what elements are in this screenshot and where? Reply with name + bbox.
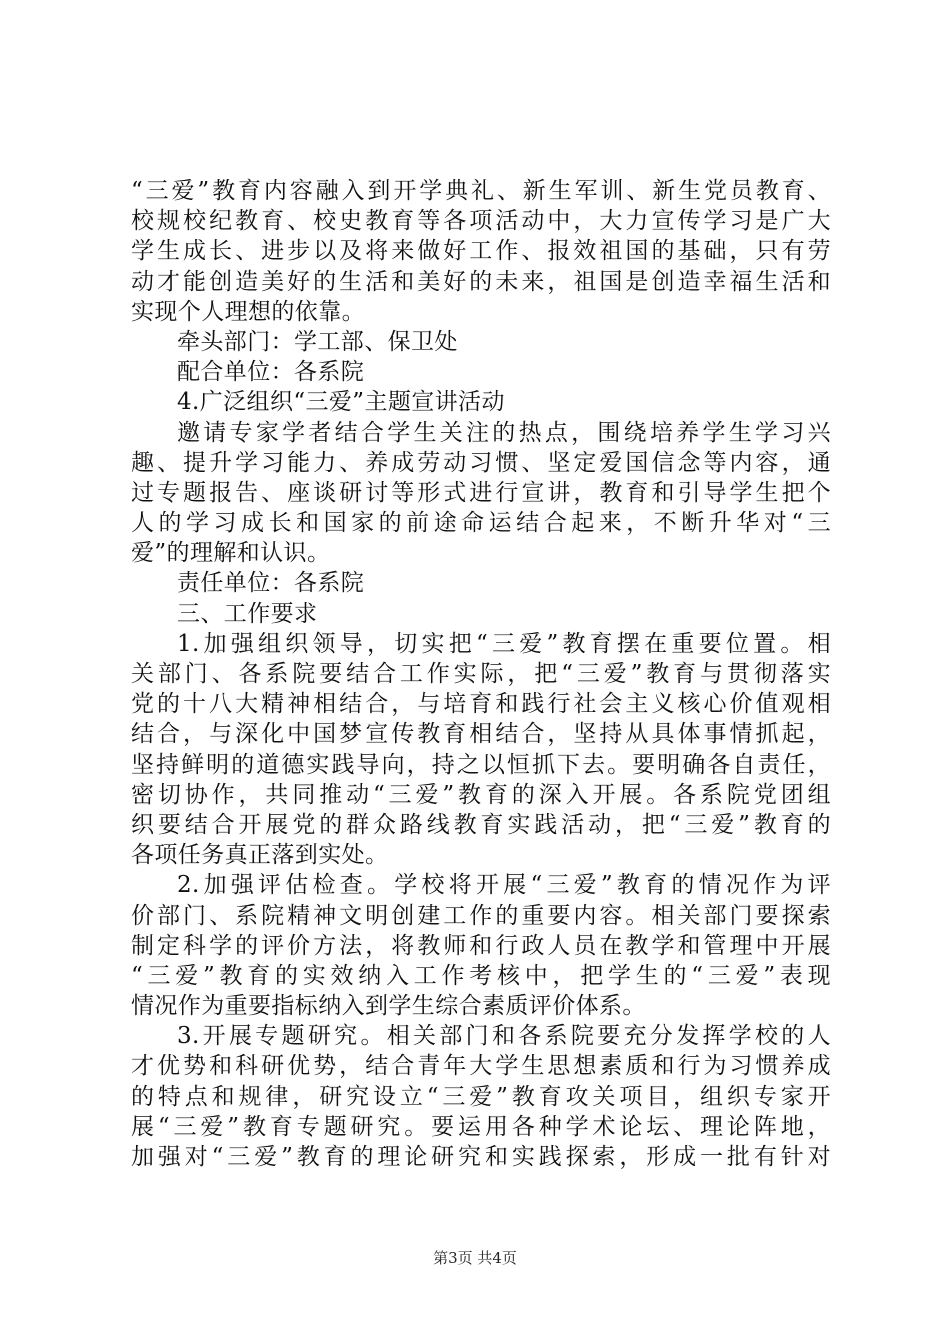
- text-line: 坚持鲜明的道德实践导向，持之以恒抓下去。要明确各自责任，: [131, 751, 831, 778]
- text-line: 邀请专家学者结合学生关注的热点，围绕培养学生学习兴: [177, 419, 831, 446]
- text-line: 三、工作要求: [177, 600, 318, 627]
- text-line: 3.开展专题研究。相关部门和各系院要充分发挥学校的人: [177, 1023, 831, 1050]
- text-line: 爱”的理解和认识。: [131, 540, 331, 567]
- text-line: 才优势和科研优势，结合青年大学生思想素质和行为习惯养成: [131, 1053, 831, 1080]
- text-line: 趣、提升学习能力、养成劳动习惯、坚定爱国信念等内容，通: [131, 449, 831, 476]
- text-line: 实现个人理想的依靠。: [131, 298, 365, 325]
- text-line: 展“三爱”教育专题研究。要运用各种学术论坛、理论阵地，: [131, 1113, 831, 1140]
- text-line: 织要结合开展党的群众路线教育实践活动，把“三爱”教育的: [131, 811, 831, 838]
- text-line: 动才能创造美好的生活和美好的未来，祖国是创造幸福生活和: [131, 268, 831, 295]
- text-line: 关部门、各系院要结合工作实际，把“三爱”教育与贯彻落实: [131, 661, 831, 687]
- document-body: [131, 176, 831, 1172]
- page-footer: 第3页 共4页: [433, 1249, 517, 1267]
- text-line: 制定科学的评价方法，将教师和行政人员在教学和管理中开展: [131, 932, 831, 959]
- text-line: 责任单位：各系院: [177, 570, 365, 597]
- text-line: “三爱”教育的实效纳入工作考核中，把学生的“三爱”表现: [131, 962, 831, 989]
- text-line: 结合，与深化中国梦宣传教育相结合，坚持从具体事情抓起，: [131, 721, 831, 748]
- text-line: 1.加强组织领导，切实把“三爱”教育摆在重要位置。相: [177, 630, 831, 657]
- text-line: 配合单位：各系院: [177, 359, 365, 386]
- text-line: 校规校纪教育、校史教育等各项活动中，大力宣传学习是广大: [131, 208, 831, 235]
- text-line: 密切协作，共同推动“三爱”教育的深入开展。各系院党团组: [131, 781, 831, 808]
- text-line: 的特点和规律，研究设立“三爱”教育攻关项目，组织专家开: [131, 1083, 831, 1110]
- text-line: 人的学习成长和国家的前途命运结合起来，不断升华对“三: [131, 510, 831, 537]
- text-line: 过专题报告、座谈研讨等形式进行宣讲，教育和引导学生把个: [131, 479, 831, 506]
- text-line: 价部门、系院精神文明创建工作的重要内容。相关部门要探索: [131, 902, 831, 929]
- text-line: 4.广泛组织“三爱”主题宣讲活动: [177, 389, 505, 416]
- text-line: 各项任务真正落到实处。: [131, 842, 389, 869]
- text-line: 牵头部门：学工部、保卫处: [177, 328, 458, 355]
- text-line: “三爱”教育内容融入到开学典礼、新生军训、新生党员教育、: [131, 178, 831, 204]
- text-line: 情况作为重要指标纳入到学生综合素质评价体系。: [131, 993, 646, 1020]
- text-line: 2.加强评估检查。学校将开展“三爱”教育的情况作为评: [177, 872, 831, 899]
- text-line: 党的十八大精神相结合，与培育和践行社会主义核心价值观相: [131, 691, 831, 718]
- text-line: 加强对“三爱”教育的理论研究和实践探索，形成一批有针对: [131, 1144, 831, 1170]
- text-line: 学生成长、进步以及将来做好工作、报效祖国的基础，只有劳: [131, 238, 831, 265]
